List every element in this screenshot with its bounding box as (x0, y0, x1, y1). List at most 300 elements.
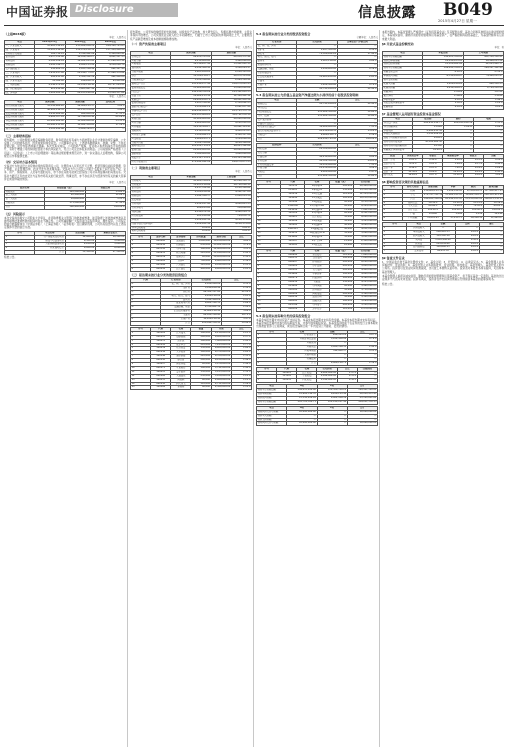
table-cell: 无形资产 (131, 98, 171, 102)
section-heading: （四）交易对方基本情况 (4, 159, 38, 164)
table-cell: 0.05% (455, 242, 479, 246)
table-cell: 份额净值 (383, 90, 423, 94)
table-cell: 美的集团 (305, 257, 329, 261)
column-header: 比例 (455, 223, 479, 227)
column-header: 上年同期 (463, 51, 503, 55)
table-cell: 补充流动资金 (35, 247, 65, 251)
table-cell: 400,105,606.20 (171, 114, 211, 118)
table-cell: 20,810,433.95 (347, 393, 377, 397)
table-cell: 6,900,000.00 (211, 347, 231, 351)
table-cell: 002024 (281, 265, 305, 269)
table-cell: 850,000 (191, 244, 211, 248)
table-cell: — (443, 141, 473, 145)
table-cell: 6,120,000.00 (211, 359, 231, 363)
table-cell: 3,108,642.15 (171, 133, 211, 137)
column-header: 投资总额 (65, 231, 95, 235)
table-cell: 网宿科技 (171, 363, 191, 367)
column-header: 公允价值 (191, 279, 221, 283)
table-cell: 减：营业成本 (5, 48, 35, 52)
table-cell: 18,604,215.36 (171, 94, 211, 98)
table-row (257, 400, 378, 404)
table-cell: 份额累计净值增长率 (383, 149, 413, 153)
table-cell: 118,604,215.30 (423, 189, 443, 192)
table-cell: 25,120,622.62 (463, 197, 483, 201)
table-cell: 4,752,000.00 (211, 382, 231, 386)
table-cell: — (337, 79, 377, 83)
section-heading: §9 备查文件目录 (382, 255, 405, 260)
table-cell: 600887 (281, 261, 305, 265)
table-cell: 信息技术服务业 (257, 75, 297, 79)
table-row (131, 386, 252, 390)
table-cell: F (131, 302, 161, 306)
table-cell: 30.34% (423, 201, 443, 205)
table-cell: 193,290,977.44 (171, 82, 211, 86)
table-cell: 6 (257, 353, 287, 357)
table-cell: 17,260,931.18 (95, 60, 125, 64)
table-cell: 15,600,000.00 (171, 86, 211, 90)
table-cell: 0.0117 (211, 230, 251, 234)
table-cell: 1,318,062.25 (211, 102, 251, 106)
table-cell: 91,791,168.18 (297, 102, 337, 106)
column-header: 期末份额 (483, 185, 503, 189)
table-cell: 12 (257, 228, 281, 232)
table-cell: 0.18% (423, 158, 443, 162)
table-cell: 000651 (151, 251, 171, 255)
table-cell: 中国平安 (171, 248, 191, 252)
column-header: 金额 (297, 99, 337, 103)
table-cell: 16,548.50 (463, 217, 483, 221)
table-cell: — (479, 230, 503, 234)
table-cell: 110023 (281, 216, 305, 220)
table-cell: 19,402,615.08 (65, 60, 95, 64)
table-cell: 69.61% (483, 205, 503, 209)
table-row (257, 243, 378, 247)
column-header: 代码 (131, 279, 161, 283)
table-cell: 5 (131, 347, 151, 351)
table-cell: 17.19% (95, 124, 125, 128)
table-cell: 2,108,642.19 (171, 106, 211, 110)
table-cell: 13 (257, 231, 281, 235)
table-cell: — (287, 414, 317, 418)
table-cell: 9 (257, 284, 281, 288)
table-cell: 转换入份额 (383, 82, 423, 86)
table-cell: 150,000 (329, 189, 353, 193)
table-cell: 601318 (151, 248, 171, 252)
table-cell: 22.40% (337, 87, 377, 91)
table-cell: 4,820,153.91 (65, 64, 95, 68)
table-cell: 215,604,300.00 (297, 175, 337, 179)
table-cell: 60,000 (191, 378, 211, 382)
table-cell: 4,052,000.00 (353, 228, 377, 232)
table-cell: 4 (257, 346, 287, 350)
table-cell: — (337, 72, 377, 76)
table-cell: E (131, 298, 161, 302)
table-cell: 3,104,506.80 (317, 338, 347, 342)
table-cell: 274,892,892.99 (171, 161, 211, 165)
column-header: 阶段 (383, 154, 403, 158)
table-cell: 0.21% (463, 170, 483, 174)
table-cell: 000002 (151, 259, 171, 263)
table-cell: — (211, 199, 251, 203)
table-cell: 601688 (281, 273, 305, 277)
table-cell: 30,000 (329, 235, 353, 239)
table-cell: 20,000,000.00 (211, 149, 251, 153)
table-cell: 采矿业 (161, 286, 191, 290)
table-cell: 1,025,316.40 (65, 68, 95, 72)
table-cell: 金融衍生品投资 (257, 122, 297, 126)
table-cell: 102,608.15 (431, 246, 455, 250)
column-header: 金额 (431, 223, 455, 227)
table-cell: 0.30% (337, 48, 377, 52)
table-cell: 13广汽01 (305, 239, 329, 243)
table-cell: 2 (257, 257, 281, 261)
table-cell: 3,680,000.00 (211, 153, 251, 157)
table-cell: 财务费用 (5, 64, 35, 68)
table-cell: 减：所得税费用 (5, 87, 35, 91)
table-cell: 5,106,000.00 (211, 374, 231, 378)
table-cell: 6 (383, 209, 403, 213)
table-cell: 32,418,506.27 (171, 125, 211, 129)
column-header: 名称 (305, 249, 329, 253)
table-cell: 14,062,508.20 (65, 124, 95, 128)
table-cell: 86,502,317.62 (191, 290, 221, 294)
table-cell: 80,000 (191, 386, 211, 390)
table-cell: 326,754.12 (35, 52, 65, 56)
table-cell: 52.64% (337, 110, 377, 114)
table-cell: 12,508,402.14 (211, 94, 251, 98)
table-cell: 300146 (151, 355, 171, 359)
table-cell: 31,441.07 (483, 217, 503, 221)
table-cell: 390,921,526.82 (423, 197, 443, 200)
column-3 (256, 30, 378, 747)
data-table (256, 330, 378, 366)
body-paragraph: 报告期内，公司按照相关规定编制财务报表，财务报表在所有重大方面按照企业会计准则的规定编制，公允反映了公司的财务状况、经营成果和现金流量。公司董事会认为，上述财务数据真实、准确、完整，不存在虚假记载、误导性陈述或重大遗漏。本次交易完成后，公司的资产规模、营业收入和净利润水平将得到提升，有利于增强公司的持续经营能力和抗风险能力，符合公司及全体股东的利益。公司将继续严格按照《公司法》、《证券法》、《上市公司治理准则》等法律法规的要求规范运作，进一步完善法人治理结构，保障公司规范运作和健康发展。 (4, 138, 126, 159)
table-cell: 5,418,206.40 (191, 286, 221, 290)
table-cell: 4,518,602.30 (191, 306, 221, 310)
table-cell: 12,800.00 (65, 235, 95, 239)
table-cell: 45,620,318.24 (171, 179, 211, 183)
table-cell: 15.02% (443, 174, 463, 178)
table-cell: 1,206 (443, 213, 463, 217)
table-cell: 2 (5, 239, 35, 243)
table-cell: 国电南瑞 (305, 292, 329, 296)
table-cell: 8,000.00 (95, 247, 125, 251)
table-cell: — (473, 133, 503, 137)
table-cell: 49,870,514.66 (211, 75, 251, 79)
body-paragraph: 特此公告。 (382, 282, 395, 286)
table-cell: 7 (257, 276, 281, 280)
table-cell: 52.64% (337, 175, 377, 179)
table-cell: 1.16% (231, 382, 251, 386)
table-cell: 10,856,340.27 (65, 56, 95, 60)
table-header-row (383, 51, 504, 55)
table-cell: 200,000 (191, 359, 211, 363)
table-cell: 600406 (281, 292, 305, 296)
table-cell: 5,224,161.56 (35, 91, 65, 95)
table-cell: 7,020,000.00 (353, 257, 377, 261)
table-cell: 17.42% (337, 52, 377, 56)
table-cell: 18,406,215.30 (463, 59, 503, 63)
table-cell: 8,600,000.00 (171, 122, 211, 126)
table-cell: 50,326,680.58 (413, 141, 443, 145)
table-cell: 2,160,000.00 (317, 375, 337, 379)
table-cell: 18.26% (403, 174, 423, 178)
table-cell: 30,000 (329, 231, 353, 235)
table-cell: 2,806,415.73 (171, 137, 211, 141)
column-header: 差额 (483, 154, 503, 158)
table-cell: 加：营业外收入 (5, 75, 35, 79)
table-cell: 汤臣倍健 (171, 355, 191, 359)
table-cell (131, 321, 161, 325)
table-cell: 0.22% (463, 174, 483, 178)
data-table (4, 100, 126, 132)
table-row (257, 138, 378, 142)
column-header: 序号 (257, 181, 281, 185)
column-header: 占比 (337, 144, 377, 148)
table-cell: 13宁城投 (305, 196, 329, 200)
table-cell: 过去一年 (383, 166, 403, 170)
table-cell: 4 (383, 238, 407, 242)
table-cell: 4,360,000.00 (353, 276, 377, 280)
table-cell: 52.64% (337, 114, 377, 118)
table-cell: — (443, 137, 473, 141)
table-cell: 其他资产 (257, 134, 297, 138)
table-cell: — (337, 151, 377, 155)
table-cell: — (337, 44, 377, 48)
table-cell: 个人 (403, 193, 423, 197)
column-header: 期初 (443, 117, 473, 121)
table-cell: 300017 (151, 363, 171, 367)
data-table (130, 175, 252, 235)
column-header: 占比 (231, 327, 251, 331)
table-cell: 8 (257, 212, 281, 216)
table-cell: — (473, 149, 503, 153)
section-heading: §6 开放式基金份额变动 (382, 42, 414, 47)
column-header: 股东名称 (5, 186, 45, 190)
table-cell: 20,456,000.00 (297, 167, 337, 171)
table-cell: 7 (257, 208, 281, 212)
table-cell: 6,146,072.42 (171, 210, 211, 214)
table-cell: 13 (131, 378, 151, 382)
table-cell: 286,415.20 (317, 334, 347, 338)
column-header: 行业类别 (161, 279, 191, 283)
table-cell: 9,200,000.00 (211, 122, 251, 126)
table-cell (5, 251, 35, 255)
table-cell: 4,960,204.71 (211, 210, 251, 214)
table-cell: 10 (257, 288, 281, 292)
table-cell: — (297, 64, 337, 68)
table-cell: 1.10% (221, 306, 251, 310)
table-cell: 3,060,000.00 (353, 231, 377, 235)
table-cell: 平安转债 (297, 375, 317, 379)
table-cell: 15,000,000.00 (65, 120, 95, 124)
table-cell: — (297, 72, 337, 76)
table-cell: 管理费用 (5, 60, 35, 64)
table-cell: 400,000 (329, 304, 353, 308)
table-cell: 民生银行 (171, 267, 191, 271)
table-cell: 3 (131, 248, 151, 252)
table-cell: 3.64% (443, 162, 463, 166)
table-cell: 中期票据 (257, 167, 297, 171)
table-cell: 1.32% (231, 370, 251, 374)
table-cell: 1,905,428.61 (171, 71, 211, 75)
table-cell: 3,120,546.80 (171, 79, 211, 83)
table-cell: 15.30% (403, 170, 423, 174)
table-cell: 3.76% (231, 244, 251, 248)
table-cell: 5,600,000.00 (353, 265, 377, 269)
table-cell: 14国债05 (305, 189, 329, 193)
table-cell: 50.96% (221, 321, 251, 325)
table-cell: 5,200.00 (95, 239, 125, 243)
table-cell: 203,034.40 (431, 242, 455, 246)
table-cell: 预收款项 (131, 129, 171, 133)
table-cell: 12,604,218.16 (191, 310, 221, 314)
table-cell: — (473, 129, 503, 133)
table-cell: — (171, 199, 211, 203)
column-header: 持有人类别 (403, 185, 423, 189)
table-cell: 8,406,000.00 (211, 267, 231, 271)
table-cell: 应收票据 (131, 59, 171, 63)
table-cell: 14渝城投债 (305, 228, 329, 232)
data-table (256, 249, 378, 313)
table-cell: 过去六个月 (383, 162, 403, 166)
table-cell: 华泰证券 (305, 273, 329, 277)
table-cell: 0.15% (347, 350, 377, 354)
table-cell: 24.05% (337, 159, 377, 163)
table-row (383, 149, 504, 153)
table-cell: 过去三个月 (383, 158, 403, 162)
table-cell: 601166 (151, 263, 171, 267)
table-cell: 50,000 (329, 296, 353, 300)
table-cell: 215,604,300.00 (297, 110, 337, 114)
table-cell: J (131, 314, 161, 318)
table-cell: 转换出份额 (383, 86, 423, 90)
table-cell: — (443, 129, 473, 133)
table-cell: 6 (131, 259, 151, 263)
table-cell: 递延收益 (131, 153, 171, 157)
table-cell: 862,147.90 (95, 68, 125, 72)
table-cell: 赎回费收入 (407, 234, 431, 238)
table-cell: 4,968,000.00 (211, 378, 231, 382)
table-cell: 240,000 (191, 335, 211, 339)
table-cell: 1,518,422.06 (65, 52, 95, 56)
table-cell: 2,016,583.09 (211, 71, 251, 75)
column-header: 项目 (383, 51, 423, 55)
table-cell: 所得税费用 (131, 214, 171, 218)
table-cell: 46,902,118.55 (35, 108, 65, 112)
table-cell: 600585 (281, 300, 305, 304)
table-cell: -4,409,205.47 (463, 75, 503, 79)
column-header: 标准差 (463, 154, 483, 158)
table-cell: 389,782,236.19 (211, 114, 251, 118)
table-cell: 央行票据 (257, 151, 297, 155)
body-paragraph: 1、中国证监会准予基金注册的文件；2、基金合同；3、托管协议；4、法律意见书；5、基金管理人业务资格批件、营业执照；6、基金托管人业务资格批件、营业执照。存放地点：基金管理人、基金托管人的办公场所。投资者可在营业时间免费查阅，也可按工本费购买复印件。投资者对本报告书如有疑问，可咨询本基金管理人。 (382, 260, 504, 274)
table-cell: 601888 (281, 284, 305, 288)
table-cell: 基金投资 (257, 106, 297, 110)
column-header: 证券代码 (151, 236, 171, 240)
body-paragraph: 本基金本报告期末未持有资产支持证券。本基金本报告期末未持有贵金属。本基金本报告期末未持有权证。本基金本报告期内未参与股指期货交易，未参与国债期货投资。本基金投资的前十名证券的发行主体本期未出现被监管部门立案调查，或在报告编制日前一年内受到公开谴责、处罚的情形。 (256, 318, 378, 329)
table-cell: 五粮液 (305, 280, 329, 284)
table-cell: 041458 (281, 208, 305, 212)
column-header: C类 (317, 406, 347, 410)
table-cell: 1,308,552.16 (65, 75, 95, 79)
table-cell: 超额收益 (383, 106, 423, 110)
table-cell: 1.40% (231, 366, 251, 370)
table-cell: 歌尔声学 (171, 343, 191, 347)
table-cell: 8 (257, 280, 281, 284)
table-cell: 第二大股东 (5, 194, 45, 198)
table-cell: 6,000,000.00 (317, 371, 337, 375)
table-cell: — (473, 141, 503, 145)
table-cell: 云南白药 (305, 296, 329, 300)
table-cell: 019405 (281, 189, 305, 193)
table-cell: — (317, 410, 347, 414)
table-cell: 300124 (151, 331, 171, 335)
column-header: 2014年度 (65, 40, 95, 44)
table-cell: 1.46% (463, 98, 503, 102)
column-header: 项目 (131, 175, 171, 179)
table-cell: 26,912,450.38 (211, 98, 251, 102)
table-cell: 制造业 (257, 52, 297, 56)
table-cell: 15 (131, 386, 151, 390)
table-cell: 2 (257, 375, 277, 379)
table-cell: 合计 (35, 251, 65, 255)
table-cell: 负债合计 (131, 157, 171, 161)
table-cell: 立讯精密 (171, 366, 191, 370)
table-cell: 5,105,000.00 (353, 220, 377, 224)
table-cell: — (479, 246, 503, 250)
table-cell: 期间卖出份额 (257, 418, 287, 422)
table-cell: 594,880.17 (317, 350, 347, 354)
table-cell: 15 (257, 308, 281, 312)
body-paragraph: 本基金管理人承诺以诚实信用、勤勉尽责的原则管理和运用基金资产，但不保证基金一定盈利。基金的过往业绩并不代表其未来表现。投资有风险，投资者在作出投资决策前应仔细阅读本基金的招募说明书。 (382, 274, 504, 282)
table-cell: 600016 (151, 267, 171, 271)
table-cell: 203,703,370.76 (211, 110, 251, 114)
masthead (0, 0, 508, 21)
table-cell: 041460 (281, 235, 305, 239)
table-cell: 300015 (151, 370, 171, 374)
table-cell: 万华化学 (305, 308, 329, 312)
table-cell: 货币资金 (131, 55, 171, 59)
table-cell: — (317, 357, 347, 361)
table-cell: 1382088 (281, 204, 305, 208)
table-cell: 销售费用 (5, 56, 35, 60)
table-cell: 2 (383, 193, 403, 197)
table-cell: 120,000 (329, 308, 353, 312)
table-cell: 第三大股东 (5, 198, 45, 202)
table-cell: 45,113,470.82 (65, 108, 95, 112)
table-cell: 206,418.55 (431, 230, 455, 234)
table-cell: 期初管理人持有份额 (257, 410, 287, 414)
table-cell: 25,120,622.62 (347, 397, 377, 401)
table-cell: 10,230,000.00 (353, 196, 377, 200)
column-header: 金额 (317, 330, 347, 334)
table-cell: 电力、热力、燃气 (161, 294, 191, 298)
column-header: 期末余额 (35, 100, 65, 104)
table-cell: 12 (131, 374, 151, 378)
table-cell: 74.85% (463, 205, 483, 209)
table-cell: 15 (257, 239, 281, 243)
table-cell: 14首钢CP (305, 208, 329, 212)
table-cell: 25.15% (463, 201, 483, 205)
table-cell: 122152 (281, 185, 305, 189)
table-cell: 200,000 (329, 261, 353, 265)
column-header: 名称 (297, 367, 317, 371)
table-cell: 0.38% (337, 379, 357, 383)
table-cell: 1,518 (463, 213, 483, 217)
data-table (4, 186, 126, 210)
column-header: 上期金额 (211, 175, 251, 179)
